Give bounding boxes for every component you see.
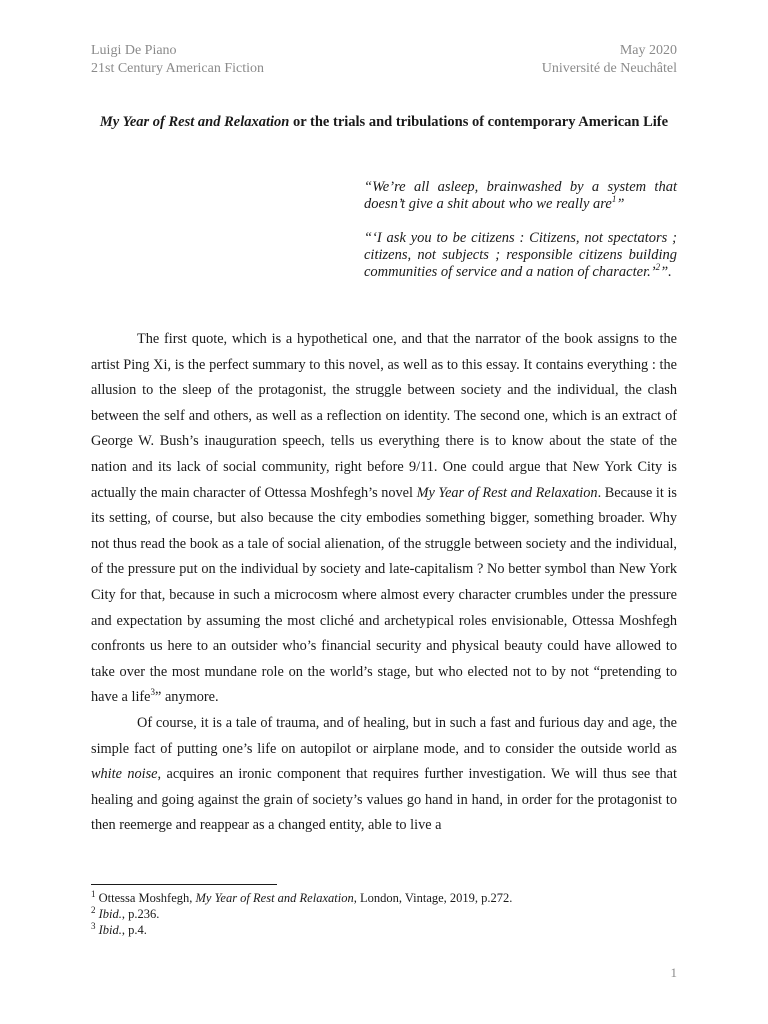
paragraph-1-book-title: My Year of Rest and Relaxation xyxy=(416,484,598,501)
footnote-2-number: 2 xyxy=(91,904,96,915)
header-author: Luigi De Piano xyxy=(91,43,177,58)
footnote-3-italic: Ibid. xyxy=(98,923,122,937)
footnote-1-number: 1 xyxy=(91,888,96,899)
paragraph-1-part-b: . Because it is its setting, of course, but also because the city embodies something bigger, something broader. Why not thus read the book as a tale of social alienation, of the struggle between society and the individual, of the pressure put on the individual by society and late-capitalism ? No better symbol than New York City for that, because in such a microcosm where almost every character crumbles under the pressure and expectation by assuming the most cliché and archetypical roles envisionable, Ottessa Moshfegh confronts us here to an outsider who’s financial security and physical beauty could have allowed to take over the most mundane role on the world’s stage, but who elected not to by not “pretending to have a life xyxy=(91,484,677,706)
footnote-3 xyxy=(91,922,677,938)
epigraph-1 xyxy=(364,179,677,213)
paragraph-1-part-a: The first quote, which is a hypothetical one, and that the narrator of the book assigns to the artist Ping Xi, is the perfect summary to this novel, as well as to this essay. It contains everything : the allusion to the sleep of the protagonist, the struggle between society and the individual, the clash between the self and others, as well as a reflection on identity. The second one, which is an extract of George W. Bush’s inauguration speech, tells us everything there is to know about the state of the nation and its lack of social community, right before 9/11. One could argue that New York City is actually the main character of Ottessa Moshfegh’s novel xyxy=(91,331,677,501)
footnote-3-text-b: , p.4. xyxy=(121,923,147,937)
footnote-1-text-b: , London, Vintage, 2019, p.272. xyxy=(353,891,513,905)
title-book-name: My Year of Rest and Relaxation xyxy=(99,114,290,130)
paragraph-2 xyxy=(91,711,677,839)
essay-body xyxy=(91,327,677,839)
page-number: 1 xyxy=(670,965,677,980)
footnote-3-number: 3 xyxy=(91,920,96,931)
essay-title xyxy=(91,112,677,132)
paragraph-2-part-b: , acquires an ironic component that requires further investigation. We will thus see that healing and going against the grain of society’s values go hand in hand, in order for the protagonist to then reemerge and reappear as a changed entity, able to live a xyxy=(91,766,677,834)
footnote-1-italic: My Year of Rest and Relaxation xyxy=(195,891,354,905)
footnote-2 xyxy=(91,906,677,922)
paragraph-2-part-a: Of course, it is a tale of trauma, and of healing, but in such a fast and furious day and age, the simple fact of putting one’s life on autopilot or airplane mode, and to consider the outside world as xyxy=(91,714,677,757)
epigraph-1-text: “We’re all asleep, brainwashed by a system that doesn’t give a shit about who we really are xyxy=(364,179,677,212)
header-course: 21st Century American Fiction xyxy=(91,61,265,76)
paragraph-2-italic: white noise xyxy=(91,766,158,783)
footnote-2-italic: Ibid. xyxy=(98,907,122,921)
epigraphs xyxy=(364,179,677,298)
header-university: Université de Neuchâtel xyxy=(541,61,677,76)
footnote-1 xyxy=(91,890,677,906)
epigraph-2-end: ”. xyxy=(660,264,672,280)
paragraph-1-part-c: ” anymore. xyxy=(155,689,219,706)
footnotes xyxy=(91,890,677,938)
epigraph-2 xyxy=(364,230,677,281)
footnote-ref-2: 2 xyxy=(655,262,661,273)
title-subtitle: or the trials and tribulations of contemporary American Life xyxy=(289,114,669,130)
epigraph-2-text: “‘I ask you to be citizens : Citizens, not spectators ; citizens, not subjects ; responsible citizens building communities of service and a nation of character.’ xyxy=(364,230,677,280)
footnote-2-text-b: , p.236. xyxy=(121,907,160,921)
header-left xyxy=(91,42,264,78)
paragraph-1 xyxy=(91,327,677,711)
footnote-ref-3: 3 xyxy=(150,687,156,698)
header-date: May 2020 xyxy=(619,43,677,58)
epigraph-1-end: ” xyxy=(616,196,625,212)
header-right xyxy=(542,42,677,78)
footnote-ref-1: 1 xyxy=(611,194,617,205)
footnote-separator xyxy=(91,884,277,885)
footnote-1-text-a: Ottessa Moshfegh, xyxy=(95,891,196,905)
